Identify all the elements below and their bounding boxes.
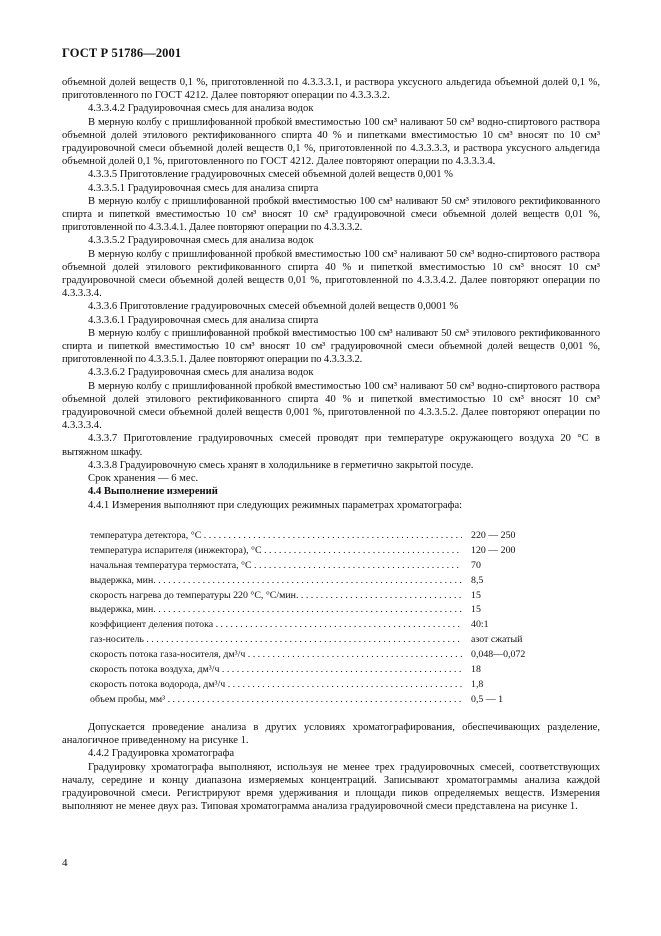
parameter-label: газ-носитель . . .	[90, 634, 462, 645]
paragraph: В мерную колбу с пришлифованной пробкой вместимостью 100 см³ наливают 50 см³ этилового ректификованного спирта и пипеткой вместимостью 10 см³ вносят 10 см³ градуировочной смеси объемной долей веществ 0,01 %, приготовленной по 4.3.3.4.1. Далее повторяют операции по 4.3.3.3.2.	[62, 195, 600, 234]
parameter-label: скорость потока водорода, дм³/ч . . .	[90, 679, 462, 690]
parameter-row	[90, 649, 560, 664]
parameter-row	[90, 694, 560, 709]
document-header: ГОСТ Р 51786—2001	[62, 46, 182, 60]
document-body	[62, 76, 600, 512]
parameter-label: выдержка, мин. . . .	[90, 575, 462, 586]
parameter-row	[90, 604, 560, 619]
chromatograph-parameters-list	[90, 530, 560, 709]
parameter-value: 15	[471, 604, 481, 616]
parameter-value: 8,5	[471, 574, 484, 586]
paragraph: Градуировку хроматографа выполняют, используя не менее трех градуировочных смесей, соответствующих началу, середине и концу диапазона измеряемых концентраций. Записывают хроматограммы анализа каждой градуировочной смеси. Регистрируют время удерживания и площади пиков определяемых веществ. Измерения выполняют не менее двух раз. Типовая хроматограмма анализа градуировочной смеси представлена на рисунке 1.	[62, 761, 600, 813]
paragraph: 4.3.3.8 Градуировочную смесь хранят в холодильнике в герметично закрытой посуде.	[88, 459, 474, 471]
document-body-continued	[62, 721, 600, 813]
subsection-heading: 4.3.3.6.1 Градуировочная смесь для анализа спирта	[88, 314, 319, 326]
subsection-heading: 4.4.2 Градуировка хроматографа	[88, 748, 235, 760]
parameter-row	[90, 590, 560, 605]
parameter-row	[90, 575, 560, 590]
parameter-label: скорость нагрева до температуры 220 °С, °С/мин. . . .	[90, 590, 462, 601]
paragraph: Допускается проведение анализа в других условиях хроматографирования, обеспечивающих разделение, аналогичное приведенному на рисунке 1.	[62, 722, 600, 747]
subsection-heading: 4.3.3.4.2 Градуировочная смесь для анализа водок	[88, 103, 314, 115]
paragraph: 4.3.3.7 Приготовление градуировочных смесей проводят при температуре окружающего воздуха 20 °С в вытяжном шкафу.	[62, 433, 600, 458]
parameter-label: скорость потока воздуха, дм³/ч . . .	[90, 664, 462, 675]
parameter-value: 40:1	[471, 619, 489, 631]
parameter-row	[90, 560, 560, 575]
parameter-label: температура испарителя (инжектора), °С . . .	[90, 545, 462, 556]
parameter-row	[90, 530, 560, 545]
parameter-label: коэффициент деления потока . . .	[90, 619, 462, 630]
paragraph: В мерную колбу с пришлифованной пробкой вместимостью 100 см³ наливают 50 см³ водно-спиртового раствора объемной долей этилового ректификованного спирта 40 % и пипеткой вместимостью 10 см³ вносят 10 см³ градуировочной смеси объемной долей веществ 0,001 %, приготовленной по 4.3.3.5.2. Далее повторяют операции по 4.3.3.3.4.	[62, 380, 600, 432]
parameter-label: выдержка, мин. . . .	[90, 604, 462, 615]
paragraph: 4.4.1 Измерения выполняют при следующих режимных параметрах хроматографа:	[88, 499, 463, 511]
parameter-value: азот сжатый	[471, 634, 523, 646]
subsection-heading: 4.3.3.5 Приготовление градуировочных смесей объемной долей веществ 0,001 %	[88, 169, 453, 181]
paragraph: В мерную колбу с пришлифованной пробкой вместимостью 100 см³ наливают 50 см³ водно-спиртового раствора объемной долей этилового ректификованного спирта 40 % и пипеткой вместимостью 10 см³ вносят 10 см³ градуировочной смеси объемной долей веществ 0,01 %, приготовленной по 4.3.3.4.2. Далее повторяют операции по 4.3.3.3.4.	[62, 248, 600, 300]
parameter-row	[90, 679, 560, 694]
parameter-value: 0,5 — 1	[471, 693, 504, 705]
parameter-label: начальная температура термостата, °С . . .	[90, 560, 462, 571]
parameter-label: температура детектора, °С . . .	[90, 530, 462, 541]
paragraph: объемной долей веществ 0,1 %, приготовленной по 4.3.3.3.1, и раствора уксусного альдегида объемной долей 0,1 %, приготовленного по ГОСТ 4212. Далее повторяют операции по 4.3.3.3.2.	[62, 77, 600, 102]
parameter-value: 70	[471, 559, 481, 571]
parameter-value: 18	[471, 664, 481, 676]
subsection-heading: 4.3.3.6 Приготовление градуировочных смесей объемной долей веществ 0,0001 %	[88, 301, 459, 313]
parameter-value: 15	[471, 589, 481, 601]
parameter-value: 1,8	[471, 678, 484, 690]
parameter-value: 220 — 250	[471, 530, 516, 541]
subsection-heading: 4.3.3.5.1 Градуировочная смесь для анализа спирта	[88, 182, 319, 194]
subsection-heading: 4.3.3.5.2 Градуировочная смесь для анализа водок	[88, 235, 314, 247]
parameter-row	[90, 634, 560, 649]
parameter-label: объем пробы, мм³ . . .	[90, 694, 462, 705]
parameter-value: 120 — 200	[471, 544, 516, 556]
paragraph: В мерную колбу с пришлифованной пробкой вместимостью 100 см³ наливают 50 см³ водно-спиртового раствора объемной долей этилового ректификованного спирта 40 % и пипетками вместимостью 10 см³ вносят по 10 см³ градуировочной смеси объемной долей веществ 0,1 %, приготовленной по 4.3.3.3.3, и раствора уксусного альдегида объемной долей 0,1 %, приготовленного по ГОСТ 4212. Далее повторяют операции по 4.3.3.3.4.	[62, 116, 600, 168]
subsection-heading: 4.3.3.6.2 Градуировочная смесь для анализа водок	[88, 367, 314, 379]
paragraph: В мерную колбу с пришлифованной пробкой вместимостью 100 см³ наливают 50 см³ этилового ректификованного спирта и пипеткой вместимостью 10 см³ вносят 10 см³ градуировочной смеси объемной долей веществ 0,001 %, приготовленной по 4.3.3.5.1. Далее повторяют операции по 4.3.3.3.2.	[62, 327, 600, 366]
parameter-label: скорость потока газа-носителя, дм³/ч . . .	[90, 649, 462, 660]
parameter-row	[90, 664, 560, 679]
section-heading: 4.4 Выполнение измерений	[88, 486, 218, 498]
parameter-value: 0,048—0,072	[471, 649, 526, 661]
paragraph: Срок хранения — 6 мес.	[88, 473, 199, 485]
parameter-row	[90, 619, 560, 634]
parameter-row	[90, 545, 560, 560]
page-number: 4	[62, 857, 68, 869]
